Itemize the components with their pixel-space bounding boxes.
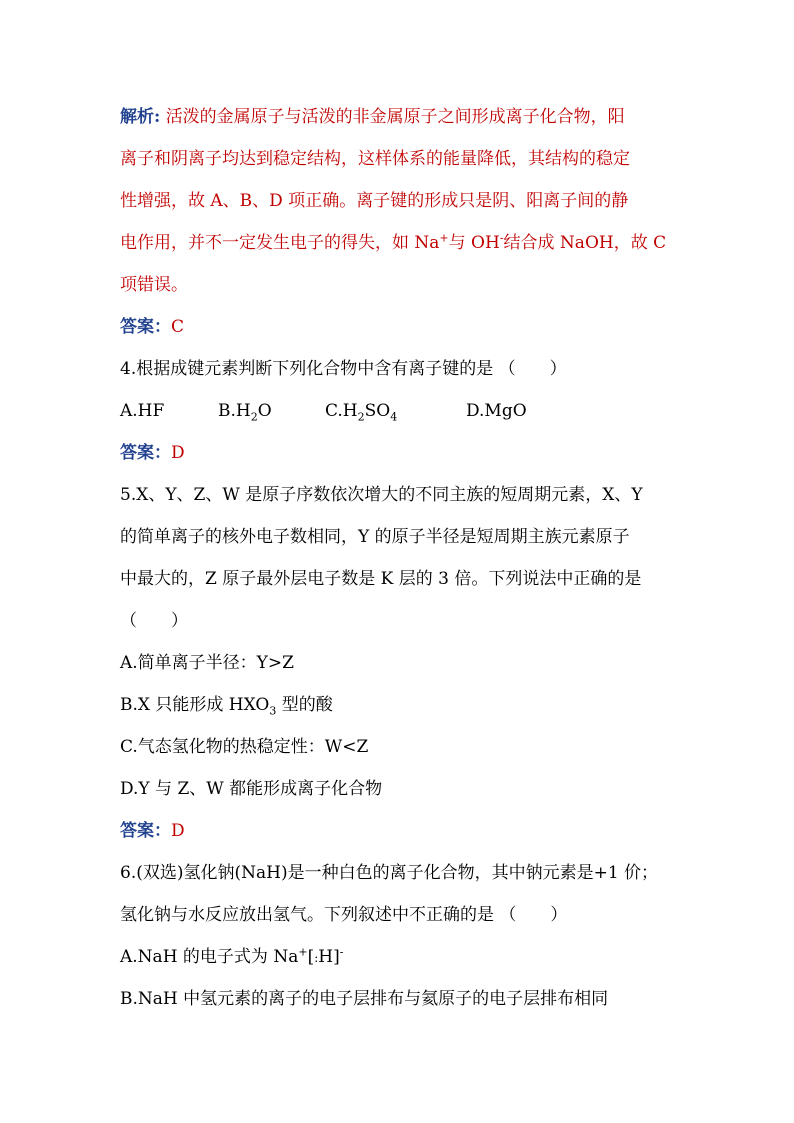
analysis-line-4 [120,232,666,254]
answer-5 [120,820,185,842]
q5-option-b-sub: 3 [269,704,277,718]
answer-3 [120,316,184,338]
q6-option-a [120,946,343,969]
analysis-text-4c: 结合成 NaOH，故 C [503,233,667,253]
answer-5-label: 答案 [120,821,154,841]
analysis-line-5: 项错误。 [120,275,188,295]
q6-option-a-sup-plus: + [298,945,308,959]
q6-option-b: B.NaH 中氢元素的离子的电子层排布与氦原子的电子层排布相同 [120,989,609,1009]
q6-option-a-bracket: [ [307,947,315,967]
analysis-line-1 [120,106,625,128]
analysis-label: 解析: [120,107,161,127]
answer-3-sep: ： [154,317,171,337]
answer-4 [120,442,185,464]
analysis-line-2: 离子和阴离子均达到稳定结构，这样体系的能量降低，其结构的稳定 [120,149,630,169]
q6-option-a-hydrogen: H] [318,947,340,967]
analysis-text-4b: 与 OH [448,233,500,253]
q4-option-b-sub: 2 [250,410,258,424]
q5-option-b-post: 型的酸 [276,695,333,715]
q5-line-2: 的简单离子的核外电子数相同，Y 的原子半径是短周期主族元素原子 [120,527,630,547]
q6-option-a-electron-dots: : [314,951,319,965]
answer-3-label: 答案 [120,317,154,337]
q4-option-c-sub2: 4 [390,410,398,424]
answer-5-value: D [171,821,185,841]
q5-line-1: 5.X、Y、Z、W 是原子序数依次增大的不同主族的短周期元素，X、Y [120,485,643,505]
q6-line-2: 氢化钠与水反应放出氢气。下列叙述中不正确的是 （ ） [120,905,568,925]
q4-option-d: D.MgO [466,401,527,421]
analysis-sup-minus: - [499,231,504,245]
q5-line-4: （ ） [120,611,188,631]
q4-option-a: A.HF [120,401,165,421]
q5-option-c: C.气态氢化物的热稳定性：W<Z [120,737,369,757]
q4-option-b-pre: B.H [218,401,251,421]
q5-line-3: 中最大的，Z 原子最外层电子数是 K 层的 3 倍。下列说法中正确的是 [120,569,642,589]
analysis-text-4a: 电作用，并不一定发生电子的得失，如 Na [120,233,440,253]
q4-option-c-mid: SO [364,401,391,421]
q6-option-a-pre: A.NaH 的电子式为 Na [120,947,299,967]
answer-5-sep: ： [154,821,171,841]
q6-option-a-sup-minus: - [339,945,344,959]
answer-3-value: C [171,317,185,337]
q4-option-b [218,400,272,422]
q5-option-b-pre: B.X 只能形成 HXO [120,695,270,715]
answer-4-label: 答案 [120,443,154,463]
q4-option-c-sub1: 2 [357,410,365,424]
q4-stem: 4.根据成键元素判断下列化合物中含有离子键的是 （ ） [120,359,567,379]
q5-option-d: D.Y 与 Z、W 都能形成离子化合物 [120,779,383,799]
analysis-line-3: 性增强，故 A、B、D 项正确。离子键的形成只是阴、阳离子间的静 [120,191,629,211]
analysis-sup-plus: + [439,231,449,245]
analysis-text-1: 活泼的金属原子与活泼的非金属原子之间形成离子化合物，阳 [165,107,625,127]
answer-4-value: D [171,443,185,463]
q6-line-1: 6.(双选)氢化钠(NaH)是一种白色的离子化合物，其中钠元素是+1 价； [120,863,659,883]
q4-option-c [325,400,397,422]
q4-option-b-post: O [257,401,272,421]
q5-option-a: A.简单离子半径：Y>Z [120,653,294,673]
q5-option-b [120,694,333,716]
answer-4-sep: ： [154,443,171,463]
q4-option-c-pre: C.H [325,401,358,421]
